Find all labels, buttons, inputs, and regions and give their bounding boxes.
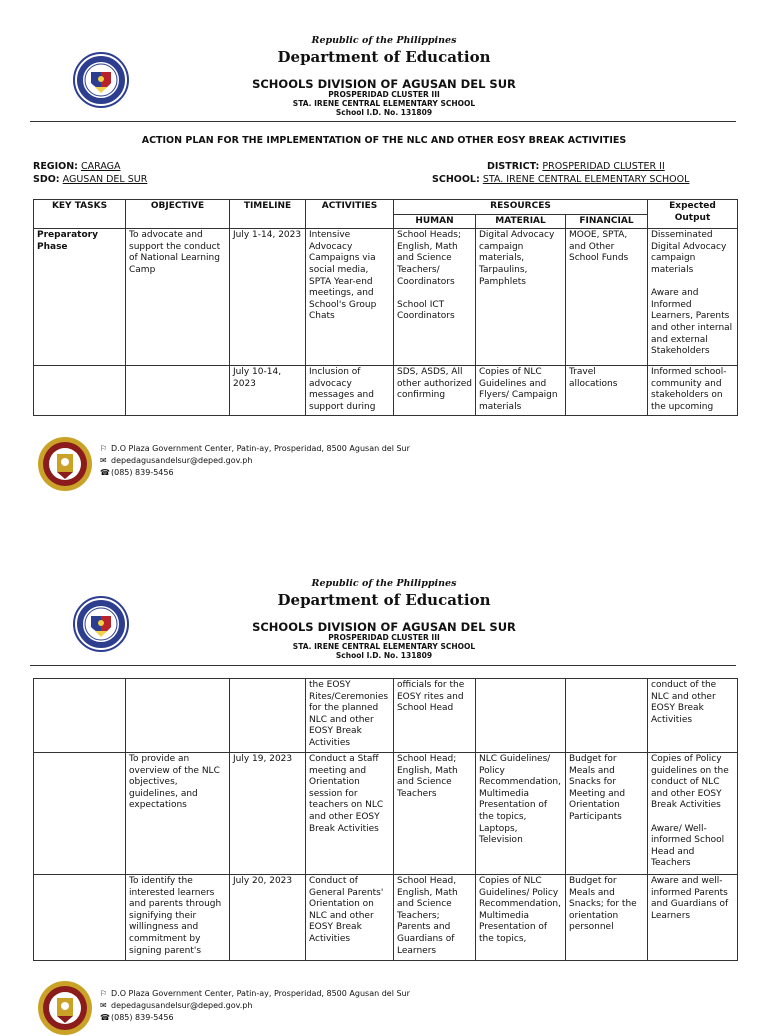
cell-key-task: Preparatory Phase — [34, 229, 126, 366]
cell-objective — [126, 679, 230, 753]
header-key-tasks: KEY TASKS — [34, 200, 126, 229]
cell-timeline: July 1-14, 2023 — [230, 229, 306, 366]
table-row — [34, 229, 738, 366]
cell-human: SDS, ASDS, All other authorized confirming — [394, 366, 476, 415]
telephone-icon: ☎ — [100, 1013, 110, 1022]
footer-phone: (085) 839-5456 — [111, 468, 174, 477]
header-divider — [30, 665, 736, 666]
footer-email-line — [100, 1000, 252, 1011]
sdo-label: SDO: — [33, 174, 60, 185]
header-expected-output: Expected Output — [648, 200, 738, 229]
school-line — [432, 174, 689, 185]
cell-financial: Budget for Meals and Snacks; for the orientation personnel — [566, 875, 648, 961]
cell-material: NLC Guidelines/ Policy Recommendation, Multimedia Presentation of the topics, Laptops, Television — [476, 753, 566, 875]
location-flag-icon: ⚐ — [100, 444, 108, 453]
cell-activities: Intensive Advocacy Campaigns via social media, SPTA Year-end meetings, and School's Group Chats — [306, 229, 394, 366]
table-row — [34, 366, 738, 415]
school-heading: STA. IRENE CENTRAL ELEMENTARY SCHOOL — [292, 99, 476, 108]
division-seal-logo — [37, 980, 93, 1036]
cell-objective: To advocate and support the conduct of National Learning Camp — [126, 229, 230, 366]
table-header-row — [34, 200, 738, 215]
cell-financial: Travel allocations — [566, 366, 648, 415]
sdo-line — [33, 174, 147, 185]
division-heading: SCHOOLS DIVISION OF AGUSAN DEL SUR — [252, 620, 516, 634]
district-value: PROSPERIDAD CLUSTER II — [542, 161, 665, 172]
cell-human: School Head; English, Math and Science Teachers — [394, 753, 476, 875]
school-value: STA. IRENE CENTRAL ELEMENTARY SCHOOL — [482, 174, 690, 185]
location-flag-icon: ⚐ — [100, 989, 108, 998]
division-heading: SCHOOLS DIVISION OF AGUSAN DEL SUR — [252, 77, 516, 91]
envelope-icon: ✉ — [100, 456, 107, 465]
cell-material — [476, 679, 566, 753]
footer-address: D.O Plaza Government Center, Patin-ay, Prosperidad, 8500 Agusan del Sur — [111, 989, 410, 998]
footer-address-line — [100, 988, 410, 999]
region-line — [33, 161, 121, 172]
cell-timeline: July 19, 2023 — [230, 753, 306, 875]
action-plan-title: ACTION PLAN FOR THE IMPLEMENTATION OF THE NLC AND OTHER EOSY BREAK ACTIVITIES — [141, 135, 627, 146]
cell-material: Copies of NLC Guidelines/ Policy Recommendation, Multimedia Presentation of the topics, — [476, 875, 566, 961]
header-financial: FINANCIAL — [566, 214, 648, 229]
cell-output: Disseminated Digital Advocacy campaign materials Aware and Informed Learners, Parents and other internal and external Stakeholders — [648, 229, 738, 366]
header-objective: OBJECTIVE — [126, 200, 230, 229]
school-id: School I.D. No. 131809 — [335, 108, 433, 117]
cell-objective: To identify the interested learners and parents through signifying their willingness and commitment by signing parent's — [126, 875, 230, 961]
cell-material: Digital Advocacy campaign materials, Tarpaulins, Pamphlets — [476, 229, 566, 366]
cell-activities: Conduct a Staff meeting and Orientation session for teachers on NLC and other EOSY Break Activities — [306, 753, 394, 875]
cell-objective: To provide an overview of the NLC objectives, guidelines, and expectations — [126, 753, 230, 875]
footer-email: depedagusandelsur@deped.gov.ph — [111, 456, 253, 465]
footer-phone-line — [100, 1012, 174, 1023]
region-value: CARAGA — [81, 161, 121, 172]
action-plan-table-page-1 — [33, 199, 738, 416]
region-label: REGION: — [33, 161, 78, 172]
cluster-heading: PROSPERIDAD CLUSTER III — [328, 633, 440, 642]
footer-email: depedagusandelsur@deped.gov.ph — [111, 1001, 253, 1010]
footer-phone: (085) 839-5456 — [111, 1013, 174, 1022]
cell-output: Copies of Policy guidelines on the conduct of NLC and other EOSY Break Activities Aware/ Well-informed School Head and Teachers — [648, 753, 738, 875]
school-heading: STA. IRENE CENTRAL ELEMENTARY SCHOOL — [292, 642, 476, 651]
cell-timeline: July 10-14, 2023 — [230, 366, 306, 415]
department-heading: Department of Education — [277, 48, 491, 66]
cell-key-task — [34, 679, 126, 753]
footer-address: D.O Plaza Government Center, Patin-ay, Prosperidad, 8500 Agusan del Sur — [111, 444, 410, 453]
cell-output: conduct of the NLC and other EOSY Break Activities — [648, 679, 738, 753]
cell-key-task — [34, 366, 126, 415]
cell-material: Copies of NLC Guidelines and Flyers/ Campaign materials — [476, 366, 566, 415]
district-line — [487, 161, 665, 172]
header-resources: RESOURCES — [394, 200, 648, 215]
republic-heading: Republic of the Philippines — [311, 35, 457, 46]
cell-timeline — [230, 679, 306, 753]
school-label: SCHOOL: — [432, 174, 480, 185]
cell-objective — [126, 366, 230, 415]
header-divider — [30, 121, 736, 122]
page-1 — [0, 0, 768, 500]
department-heading: Department of Education — [277, 591, 491, 609]
cell-key-task — [34, 875, 126, 961]
envelope-icon: ✉ — [100, 1001, 107, 1010]
cell-output: Aware and well-informed Parents and Guardians of Learners — [648, 875, 738, 961]
page-2 — [0, 544, 768, 1024]
cell-financial — [566, 679, 648, 753]
district-label: DISTRICT: — [487, 161, 540, 172]
cell-activities: Inclusion of advocacy messages and support during — [306, 366, 394, 415]
school-id: School I.D. No. 131809 — [335, 651, 433, 660]
division-seal-logo — [37, 436, 93, 492]
header-human: HUMAN — [394, 214, 476, 229]
cell-human: School Heads; English, Math and Science Teachers/ Coordinators School ICT Coordinators — [394, 229, 476, 366]
footer-phone-line — [100, 467, 174, 478]
header-activities: ACTIVITIES — [306, 200, 394, 229]
table-row — [34, 875, 738, 961]
table-row — [34, 753, 738, 875]
cell-key-task — [34, 753, 126, 875]
cell-output: Informed school-community and stakeholders on the upcoming — [648, 366, 738, 415]
table-row — [34, 679, 738, 753]
cell-human: officials for the EOSY rites and School Head — [394, 679, 476, 753]
cell-activities: the EOSY Rites/Ceremonies for the planned NLC and other EOSY Break Activities — [306, 679, 394, 753]
telephone-icon: ☎ — [100, 468, 110, 477]
header-material: MATERIAL — [476, 214, 566, 229]
cell-financial: MOOE, SPTA, and Other School Funds — [566, 229, 648, 366]
sdo-value: AGUSAN DEL SUR — [62, 174, 148, 185]
footer-address-line — [100, 443, 410, 454]
header-timeline: TIMELINE — [230, 200, 306, 229]
cell-timeline: July 20, 2023 — [230, 875, 306, 961]
action-plan-table-page-2 — [33, 678, 738, 961]
cell-financial: Budget for Meals and Snacks for Meeting and Orientation Participants — [566, 753, 648, 875]
republic-heading: Republic of the Philippines — [311, 578, 457, 589]
footer-email-line — [100, 455, 252, 466]
cluster-heading: PROSPERIDAD CLUSTER III — [328, 90, 440, 99]
cell-activities: Conduct of General Parents' Orientation on NLC and other EOSY Break Activities — [306, 875, 394, 961]
cell-human: School Head, English, Math and Science Teachers; Parents and Guardians of Learners — [394, 875, 476, 961]
